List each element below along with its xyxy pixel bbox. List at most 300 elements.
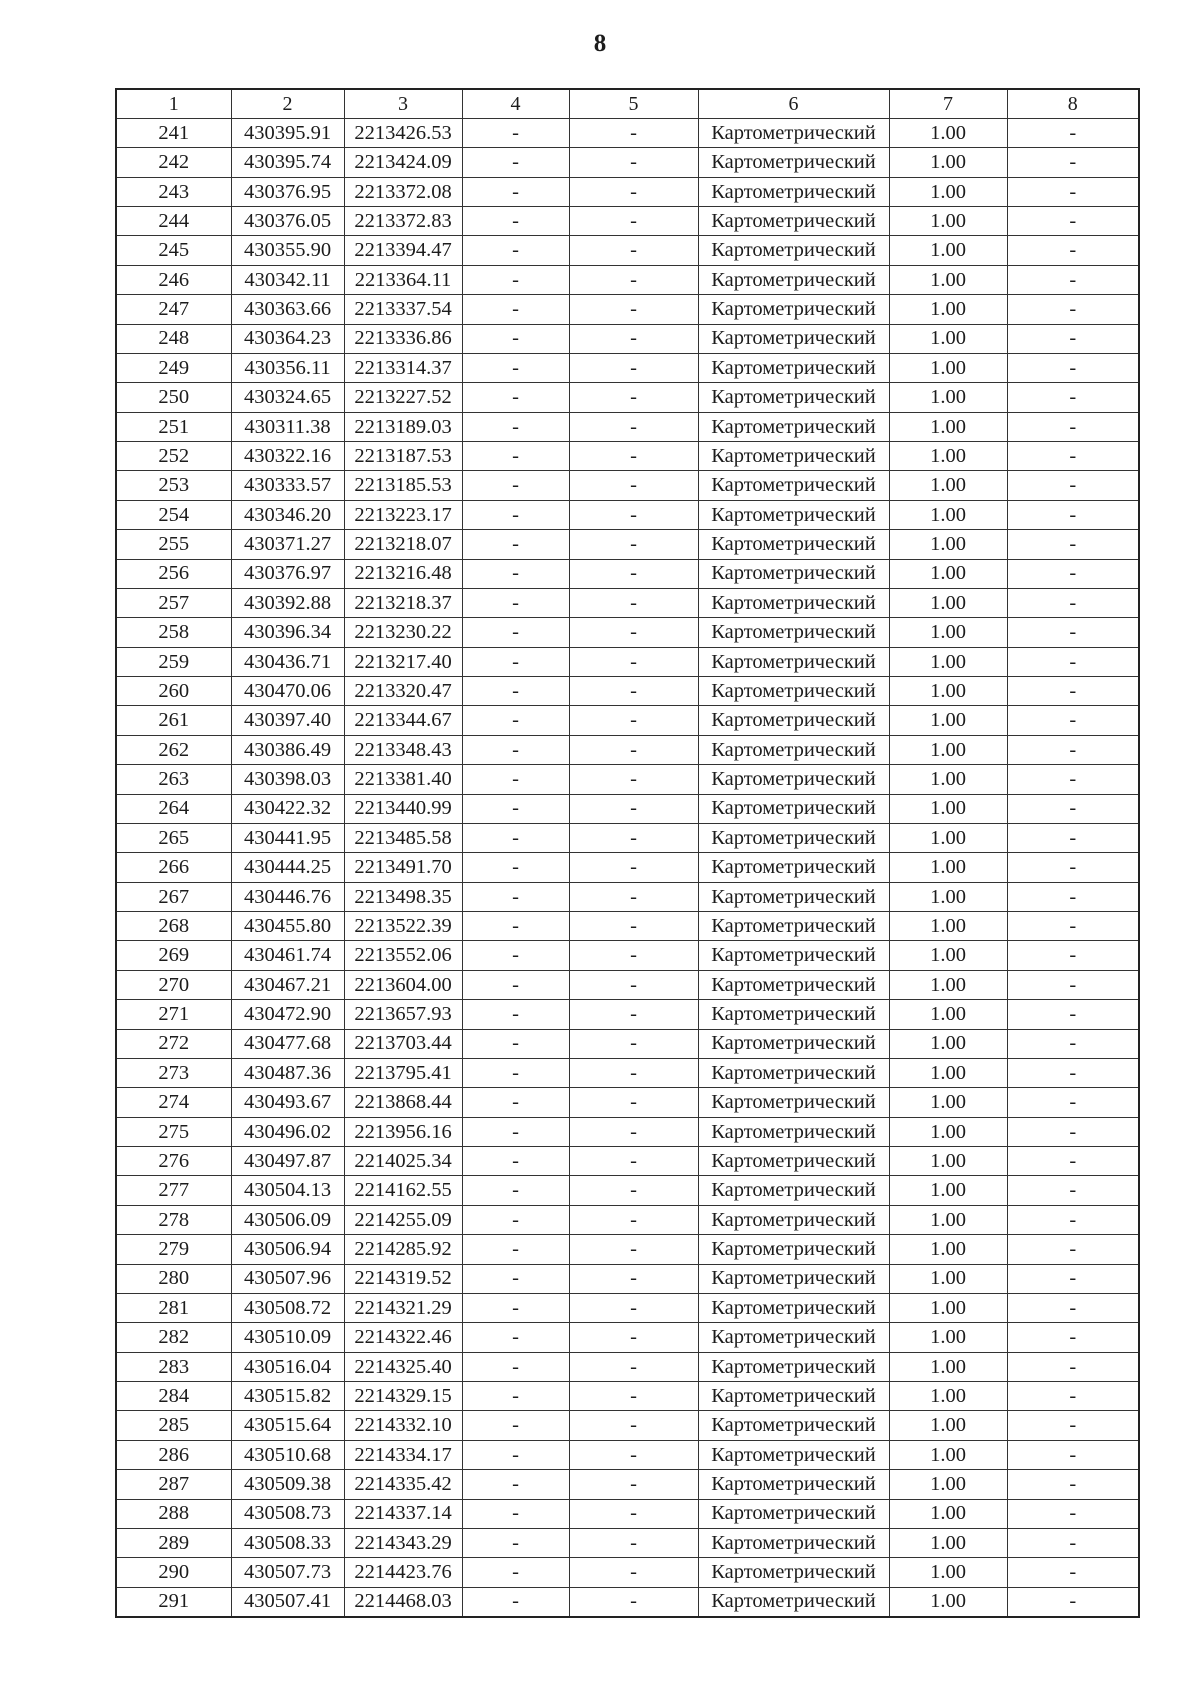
cell-method: Картометрический <box>698 148 889 177</box>
table-row <box>116 677 1139 706</box>
cell-x-coordinate: 430386.49 <box>231 735 344 764</box>
table-row <box>116 1558 1139 1587</box>
cell-col-8: - <box>1007 794 1139 823</box>
cell-col-8: - <box>1007 1088 1139 1117</box>
cell-x-coordinate: 430507.96 <box>231 1264 344 1293</box>
cell-col-4: - <box>462 1235 569 1264</box>
cell-col-4: - <box>462 1205 569 1234</box>
cell-col-5: - <box>569 882 698 911</box>
cell-col-5: - <box>569 1528 698 1557</box>
cell-x-coordinate: 430508.72 <box>231 1293 344 1322</box>
cell-col-5: - <box>569 1558 698 1587</box>
cell-y-coordinate: 2213703.44 <box>344 1029 462 1058</box>
cell-col-8: - <box>1007 618 1139 647</box>
cell-col-4: - <box>462 706 569 735</box>
cell-accuracy: 1.00 <box>889 1382 1007 1411</box>
cell-accuracy: 1.00 <box>889 882 1007 911</box>
cell-col-4: - <box>462 442 569 471</box>
cell-point-number: 276 <box>116 1147 231 1176</box>
cell-col-8: - <box>1007 1411 1139 1440</box>
cell-col-5: - <box>569 412 698 441</box>
cell-col-5: - <box>569 1470 698 1499</box>
cell-x-coordinate: 430333.57 <box>231 471 344 500</box>
cell-point-number: 260 <box>116 677 231 706</box>
cell-accuracy: 1.00 <box>889 412 1007 441</box>
cell-point-number: 245 <box>116 236 231 265</box>
cell-y-coordinate: 2214334.17 <box>344 1440 462 1469</box>
cell-method: Картометрический <box>698 1058 889 1087</box>
cell-col-8: - <box>1007 1323 1139 1352</box>
table-row <box>116 735 1139 764</box>
cell-col-5: - <box>569 1147 698 1176</box>
cell-y-coordinate: 2214162.55 <box>344 1176 462 1205</box>
cell-accuracy: 1.00 <box>889 647 1007 676</box>
cell-method: Картометрический <box>698 1000 889 1029</box>
table-row <box>116 265 1139 294</box>
cell-method: Картометрический <box>698 1088 889 1117</box>
cell-col-4: - <box>462 1323 569 1352</box>
cell-point-number: 289 <box>116 1528 231 1557</box>
cell-x-coordinate: 430364.23 <box>231 324 344 353</box>
cell-col-8: - <box>1007 765 1139 794</box>
cell-point-number: 281 <box>116 1293 231 1322</box>
cell-y-coordinate: 2213657.93 <box>344 1000 462 1029</box>
cell-x-coordinate: 430355.90 <box>231 236 344 265</box>
cell-x-coordinate: 430396.34 <box>231 618 344 647</box>
table-row <box>116 647 1139 676</box>
table-row <box>116 1293 1139 1322</box>
table-row <box>116 941 1139 970</box>
cell-col-5: - <box>569 1088 698 1117</box>
cell-x-coordinate: 430516.04 <box>231 1352 344 1381</box>
cell-y-coordinate: 2213491.70 <box>344 853 462 882</box>
table-row <box>116 1264 1139 1293</box>
cell-y-coordinate: 2213485.58 <box>344 823 462 852</box>
cell-col-5: - <box>569 706 698 735</box>
cell-col-4: - <box>462 765 569 794</box>
table-row <box>116 1470 1139 1499</box>
cell-col-5: - <box>569 853 698 882</box>
header-cell-col-3: 3 <box>344 89 462 118</box>
cell-x-coordinate: 430515.64 <box>231 1411 344 1440</box>
cell-col-8: - <box>1007 941 1139 970</box>
cell-col-4: - <box>462 794 569 823</box>
cell-col-8: - <box>1007 1000 1139 1029</box>
cell-x-coordinate: 430398.03 <box>231 765 344 794</box>
cell-col-4: - <box>462 148 569 177</box>
coordinates-table <box>115 88 1140 1618</box>
cell-y-coordinate: 2213189.03 <box>344 412 462 441</box>
cell-accuracy: 1.00 <box>889 1323 1007 1352</box>
cell-accuracy: 1.00 <box>889 1058 1007 1087</box>
cell-point-number: 270 <box>116 970 231 999</box>
cell-x-coordinate: 430311.38 <box>231 412 344 441</box>
cell-y-coordinate: 2214285.92 <box>344 1235 462 1264</box>
cell-method: Картометрический <box>698 1029 889 1058</box>
cell-accuracy: 1.00 <box>889 588 1007 617</box>
cell-method: Картометрический <box>698 706 889 735</box>
cell-y-coordinate: 2213227.52 <box>344 383 462 412</box>
cell-col-8: - <box>1007 1235 1139 1264</box>
cell-y-coordinate: 2213498.35 <box>344 882 462 911</box>
cell-col-8: - <box>1007 500 1139 529</box>
cell-y-coordinate: 2214325.40 <box>344 1352 462 1381</box>
cell-point-number: 244 <box>116 207 231 236</box>
cell-x-coordinate: 430509.38 <box>231 1470 344 1499</box>
table-row <box>116 559 1139 588</box>
cell-method: Картометрический <box>698 177 889 206</box>
cell-x-coordinate: 430356.11 <box>231 353 344 382</box>
cell-accuracy: 1.00 <box>889 1235 1007 1264</box>
cell-method: Картометрический <box>698 735 889 764</box>
cell-point-number: 255 <box>116 530 231 559</box>
cell-col-8: - <box>1007 1117 1139 1146</box>
cell-col-4: - <box>462 647 569 676</box>
cell-y-coordinate: 2214025.34 <box>344 1147 462 1176</box>
cell-x-coordinate: 430446.76 <box>231 882 344 911</box>
cell-x-coordinate: 430395.74 <box>231 148 344 177</box>
cell-col-4: - <box>462 1499 569 1528</box>
cell-point-number: 271 <box>116 1000 231 1029</box>
cell-col-4: - <box>462 1293 569 1322</box>
table-row <box>116 1088 1139 1117</box>
cell-col-5: - <box>569 118 698 147</box>
cell-col-5: - <box>569 588 698 617</box>
cell-method: Картометрический <box>698 207 889 236</box>
cell-col-8: - <box>1007 823 1139 852</box>
cell-col-8: - <box>1007 1029 1139 1058</box>
cell-point-number: 251 <box>116 412 231 441</box>
cell-method: Картометрический <box>698 118 889 147</box>
cell-x-coordinate: 430461.74 <box>231 941 344 970</box>
cell-col-5: - <box>569 1000 698 1029</box>
cell-x-coordinate: 430477.68 <box>231 1029 344 1058</box>
cell-col-8: - <box>1007 1587 1139 1616</box>
cell-y-coordinate: 2213187.53 <box>344 442 462 471</box>
cell-col-8: - <box>1007 118 1139 147</box>
cell-method: Картометрический <box>698 912 889 941</box>
cell-accuracy: 1.00 <box>889 1264 1007 1293</box>
cell-col-4: - <box>462 353 569 382</box>
cell-col-8: - <box>1007 912 1139 941</box>
cell-x-coordinate: 430507.41 <box>231 1587 344 1616</box>
cell-x-coordinate: 430504.13 <box>231 1176 344 1205</box>
cell-method: Картометрический <box>698 530 889 559</box>
cell-method: Картометрический <box>698 1352 889 1381</box>
cell-method: Картометрический <box>698 1293 889 1322</box>
cell-x-coordinate: 430363.66 <box>231 295 344 324</box>
cell-accuracy: 1.00 <box>889 1411 1007 1440</box>
cell-method: Картометрический <box>698 1440 889 1469</box>
cell-col-4: - <box>462 1147 569 1176</box>
cell-col-8: - <box>1007 1382 1139 1411</box>
cell-method: Картометрический <box>698 442 889 471</box>
cell-point-number: 254 <box>116 500 231 529</box>
cell-method: Картометрический <box>698 1147 889 1176</box>
cell-col-5: - <box>569 765 698 794</box>
cell-accuracy: 1.00 <box>889 1205 1007 1234</box>
cell-method: Картометрический <box>698 677 889 706</box>
cell-col-8: - <box>1007 677 1139 706</box>
table-row <box>116 823 1139 852</box>
cell-method: Картометрический <box>698 500 889 529</box>
cell-col-4: - <box>462 118 569 147</box>
table-row <box>116 618 1139 647</box>
cell-col-5: - <box>569 236 698 265</box>
cell-col-8: - <box>1007 1440 1139 1469</box>
cell-method: Картометрический <box>698 324 889 353</box>
cell-point-number: 263 <box>116 765 231 794</box>
cell-col-4: - <box>462 677 569 706</box>
cell-y-coordinate: 2213336.86 <box>344 324 462 353</box>
cell-accuracy: 1.00 <box>889 1029 1007 1058</box>
cell-x-coordinate: 430397.40 <box>231 706 344 735</box>
cell-col-8: - <box>1007 1205 1139 1234</box>
cell-method: Картометрический <box>698 765 889 794</box>
cell-point-number: 273 <box>116 1058 231 1087</box>
table-row <box>116 1029 1139 1058</box>
cell-x-coordinate: 430422.32 <box>231 794 344 823</box>
cell-accuracy: 1.00 <box>889 1000 1007 1029</box>
cell-x-coordinate: 430493.67 <box>231 1088 344 1117</box>
cell-col-5: - <box>569 794 698 823</box>
header-cell-col-6: 6 <box>698 89 889 118</box>
cell-point-number: 256 <box>116 559 231 588</box>
table-row <box>116 853 1139 882</box>
cell-x-coordinate: 430376.05 <box>231 207 344 236</box>
cell-method: Картометрический <box>698 618 889 647</box>
cell-col-4: - <box>462 295 569 324</box>
cell-method: Картометрический <box>698 1235 889 1264</box>
cell-y-coordinate: 2213230.22 <box>344 618 462 647</box>
cell-y-coordinate: 2213218.37 <box>344 588 462 617</box>
cell-col-5: - <box>569 559 698 588</box>
cell-col-5: - <box>569 1411 698 1440</box>
cell-col-4: - <box>462 853 569 882</box>
header-cell-col-8: 8 <box>1007 89 1139 118</box>
cell-accuracy: 1.00 <box>889 148 1007 177</box>
cell-method: Картометрический <box>698 353 889 382</box>
table-row <box>116 970 1139 999</box>
cell-y-coordinate: 2213216.48 <box>344 559 462 588</box>
cell-accuracy: 1.00 <box>889 295 1007 324</box>
cell-point-number: 249 <box>116 353 231 382</box>
cell-col-5: - <box>569 295 698 324</box>
cell-method: Картометрический <box>698 1264 889 1293</box>
cell-col-8: - <box>1007 148 1139 177</box>
cell-y-coordinate: 2213223.17 <box>344 500 462 529</box>
cell-col-4: - <box>462 1382 569 1411</box>
cell-col-4: - <box>462 236 569 265</box>
table-row <box>116 794 1139 823</box>
cell-col-5: - <box>569 912 698 941</box>
header-cell-col-5: 5 <box>569 89 698 118</box>
cell-col-5: - <box>569 1117 698 1146</box>
cell-accuracy: 1.00 <box>889 353 1007 382</box>
table-row <box>116 412 1139 441</box>
cell-col-4: - <box>462 1558 569 1587</box>
cell-col-5: - <box>569 1352 698 1381</box>
cell-col-4: - <box>462 471 569 500</box>
cell-accuracy: 1.00 <box>889 1088 1007 1117</box>
table-row <box>116 1205 1139 1234</box>
cell-col-5: - <box>569 1205 698 1234</box>
cell-col-8: - <box>1007 1352 1139 1381</box>
cell-x-coordinate: 430322.16 <box>231 442 344 471</box>
cell-point-number: 243 <box>116 177 231 206</box>
cell-x-coordinate: 430507.73 <box>231 1558 344 1587</box>
cell-method: Картометрический <box>698 559 889 588</box>
cell-method: Картометрический <box>698 471 889 500</box>
cell-accuracy: 1.00 <box>889 823 1007 852</box>
cell-accuracy: 1.00 <box>889 1176 1007 1205</box>
table-row <box>116 295 1139 324</box>
cell-accuracy: 1.00 <box>889 1558 1007 1587</box>
cell-point-number: 272 <box>116 1029 231 1058</box>
cell-point-number: 285 <box>116 1411 231 1440</box>
cell-y-coordinate: 2214423.76 <box>344 1558 462 1587</box>
cell-col-4: - <box>462 618 569 647</box>
cell-col-5: - <box>569 353 698 382</box>
cell-col-5: - <box>569 1029 698 1058</box>
cell-method: Картометрический <box>698 647 889 676</box>
header-cell-col-4: 4 <box>462 89 569 118</box>
cell-x-coordinate: 430470.06 <box>231 677 344 706</box>
cell-method: Картометрический <box>698 823 889 852</box>
cell-col-8: - <box>1007 559 1139 588</box>
cell-col-4: - <box>462 1470 569 1499</box>
table-row <box>116 324 1139 353</box>
cell-y-coordinate: 2214329.15 <box>344 1382 462 1411</box>
cell-col-4: - <box>462 1117 569 1146</box>
cell-y-coordinate: 2213372.08 <box>344 177 462 206</box>
cell-point-number: 275 <box>116 1117 231 1146</box>
cell-col-8: - <box>1007 647 1139 676</box>
cell-col-5: - <box>569 1382 698 1411</box>
cell-col-4: - <box>462 970 569 999</box>
cell-col-4: - <box>462 324 569 353</box>
cell-col-5: - <box>569 1176 698 1205</box>
cell-y-coordinate: 2213185.53 <box>344 471 462 500</box>
cell-col-5: - <box>569 1293 698 1322</box>
cell-method: Картометрический <box>698 1558 889 1587</box>
cell-x-coordinate: 430487.36 <box>231 1058 344 1087</box>
cell-col-4: - <box>462 912 569 941</box>
cell-method: Картометрический <box>698 794 889 823</box>
cell-accuracy: 1.00 <box>889 236 1007 265</box>
cell-point-number: 265 <box>116 823 231 852</box>
header-cell-col-2: 2 <box>231 89 344 118</box>
cell-y-coordinate: 2213604.00 <box>344 970 462 999</box>
cell-point-number: 290 <box>116 1558 231 1587</box>
cell-point-number: 291 <box>116 1587 231 1616</box>
cell-accuracy: 1.00 <box>889 1352 1007 1381</box>
cell-col-5: - <box>569 647 698 676</box>
cell-point-number: 284 <box>116 1382 231 1411</box>
header-cell-col-7: 7 <box>889 89 1007 118</box>
table-body <box>116 89 1139 1617</box>
cell-col-4: - <box>462 1264 569 1293</box>
cell-col-8: - <box>1007 1147 1139 1176</box>
cell-col-5: - <box>569 530 698 559</box>
cell-accuracy: 1.00 <box>889 1587 1007 1616</box>
cell-col-8: - <box>1007 1558 1139 1587</box>
cell-y-coordinate: 2213314.37 <box>344 353 462 382</box>
cell-x-coordinate: 430324.65 <box>231 383 344 412</box>
cell-col-8: - <box>1007 353 1139 382</box>
cell-point-number: 247 <box>116 295 231 324</box>
cell-col-4: - <box>462 1176 569 1205</box>
cell-x-coordinate: 430472.90 <box>231 1000 344 1029</box>
table-row <box>116 1323 1139 1352</box>
cell-accuracy: 1.00 <box>889 471 1007 500</box>
cell-point-number: 264 <box>116 794 231 823</box>
cell-col-4: - <box>462 207 569 236</box>
cell-col-5: - <box>569 1587 698 1616</box>
cell-col-4: - <box>462 1029 569 1058</box>
cell-x-coordinate: 430508.73 <box>231 1499 344 1528</box>
cell-y-coordinate: 2213522.39 <box>344 912 462 941</box>
cell-accuracy: 1.00 <box>889 853 1007 882</box>
cell-col-8: - <box>1007 1176 1139 1205</box>
cell-method: Картометрический <box>698 265 889 294</box>
cell-col-8: - <box>1007 530 1139 559</box>
table-row <box>116 383 1139 412</box>
cell-point-number: 262 <box>116 735 231 764</box>
cell-x-coordinate: 430371.27 <box>231 530 344 559</box>
cell-col-5: - <box>569 207 698 236</box>
table-row <box>116 1499 1139 1528</box>
cell-col-4: - <box>462 383 569 412</box>
cell-col-4: - <box>462 823 569 852</box>
cell-x-coordinate: 430436.71 <box>231 647 344 676</box>
cell-accuracy: 1.00 <box>889 1293 1007 1322</box>
cell-col-5: - <box>569 735 698 764</box>
table-row <box>116 1440 1139 1469</box>
table-row <box>116 500 1139 529</box>
table-row <box>116 207 1139 236</box>
cell-col-5: - <box>569 1264 698 1293</box>
cell-col-8: - <box>1007 970 1139 999</box>
cell-x-coordinate: 430506.94 <box>231 1235 344 1264</box>
cell-accuracy: 1.00 <box>889 912 1007 941</box>
cell-accuracy: 1.00 <box>889 324 1007 353</box>
cell-accuracy: 1.00 <box>889 1470 1007 1499</box>
cell-point-number: 257 <box>116 588 231 617</box>
cell-x-coordinate: 430441.95 <box>231 823 344 852</box>
cell-col-4: - <box>462 588 569 617</box>
cell-y-coordinate: 2214468.03 <box>344 1587 462 1616</box>
cell-accuracy: 1.00 <box>889 794 1007 823</box>
cell-method: Картометрический <box>698 1382 889 1411</box>
cell-col-8: - <box>1007 177 1139 206</box>
cell-point-number: 277 <box>116 1176 231 1205</box>
cell-col-8: - <box>1007 1264 1139 1293</box>
cell-col-8: - <box>1007 706 1139 735</box>
cell-point-number: 259 <box>116 647 231 676</box>
cell-point-number: 282 <box>116 1323 231 1352</box>
cell-method: Картометрический <box>698 853 889 882</box>
cell-point-number: 274 <box>116 1088 231 1117</box>
cell-point-number: 278 <box>116 1205 231 1234</box>
cell-method: Картометрический <box>698 383 889 412</box>
cell-col-5: - <box>569 500 698 529</box>
table-row <box>116 177 1139 206</box>
cell-y-coordinate: 2214332.10 <box>344 1411 462 1440</box>
cell-col-5: - <box>569 677 698 706</box>
cell-col-4: - <box>462 1440 569 1469</box>
cell-col-8: - <box>1007 471 1139 500</box>
